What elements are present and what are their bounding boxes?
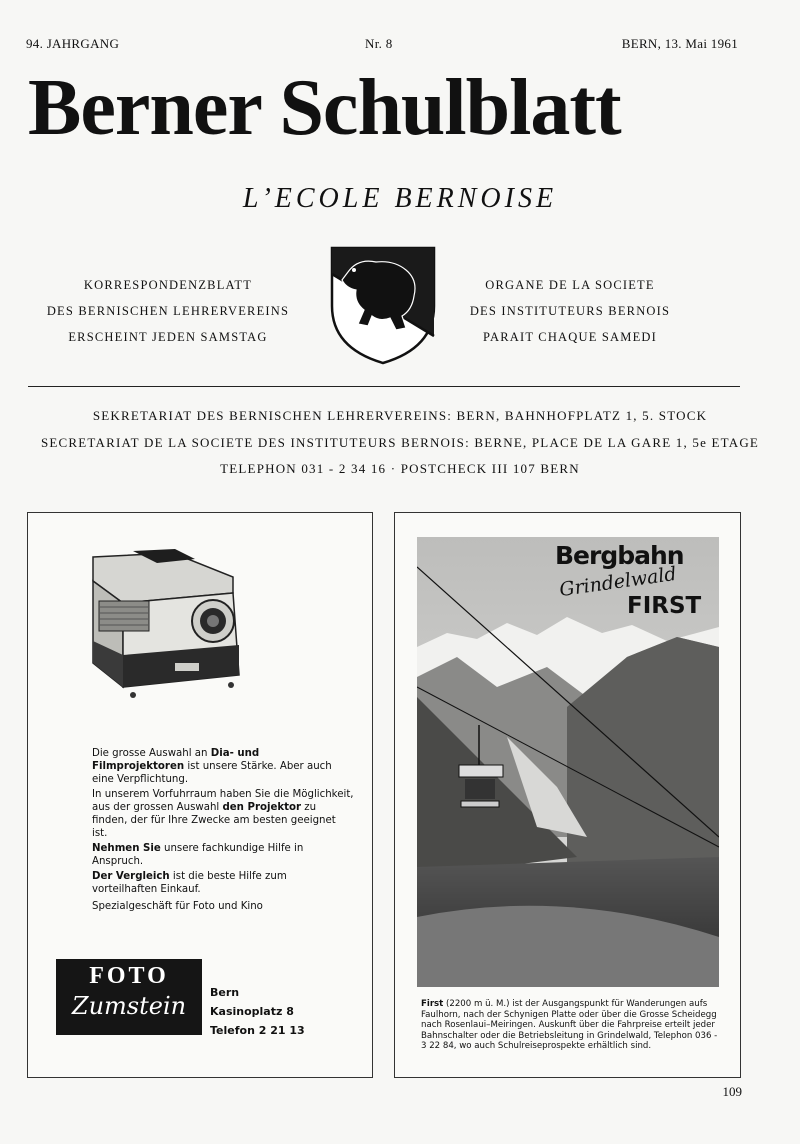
slide-projector-image: [63, 537, 263, 727]
secretariat-french: SECRETARIAT DE LA SOCIETE DES INSTITUTEURS BERNOIS: BERNE, PLACE DE LA GARE 1, 5e ETAGE: [40, 435, 760, 450]
left-line-1: KORRESPONDENZBLATT: [83, 278, 253, 292]
issue-number: Nr. 8: [365, 36, 393, 51]
ad-paragraph-1: Die grosse Auswahl an Dia- und Filmprojektoren ist unsere Stärke. Aber auch eine Verpflichtung.: [92, 748, 332, 785]
advertisement-copy: [92, 747, 354, 915]
header-divider: [28, 386, 740, 387]
foto-zumstein-advertisement: [27, 512, 373, 1078]
left-line-2: DES BERNISCHEN LEHRERVEREINS: [46, 304, 290, 318]
shop-city: Bern: [210, 986, 240, 999]
masthead-subtitle: L’ECOLE BERNOISE: [242, 183, 558, 214]
right-line-2: DES INSTITUTEURS BERNOIS: [469, 304, 671, 318]
poster-script-text: Grindelwald: [558, 562, 678, 602]
issue-volume: 94. JAHRGANG: [26, 36, 120, 51]
bergbahn-first-advertisement: [394, 512, 741, 1078]
shop-street: Kasinoplatz 8: [210, 1005, 294, 1018]
logo-foto-text: FOTO: [89, 963, 169, 989]
foto-zumstein-logo: [56, 959, 202, 1035]
page-number: 109: [722, 1084, 742, 1099]
masthead-title: Berner Schulblatt: [28, 64, 621, 152]
poster-first-text: FIRST: [627, 593, 702, 619]
left-line-3: ERSCHEINT JEDEN SAMSTAG: [68, 330, 268, 344]
german-description: [18, 272, 318, 350]
poster-title: Bergbahn: [555, 541, 684, 570]
right-line-3: PARAIT CHAQUE SAMEDI: [482, 330, 658, 344]
ad-paragraph-4: Der Vergleich ist die beste Hilfe zum vorteilhaften Einkauf.: [92, 871, 287, 895]
issue-date: BERN, 13. Mai 1961: [621, 36, 738, 51]
secretariat-contact: TELEPHON 031 - 2 34 16 · POSTCHECK III 107 BERN: [220, 461, 580, 476]
right-line-1: ORGANE DE LA SOCIETE: [485, 278, 655, 292]
ad-paragraph-5: Spezialgeschäft für Foto und Kino: [92, 901, 263, 912]
poster-caption: First (2200 m ü. M.) ist der Ausgangspunkt für Wanderungen aufs Faulhorn, nach der Schynigen Platte oder über die Grosse Scheidegg nach Rosenlaui–Meiringen. Auskunft über die Fahrpreise erteilt jeder Bahnschalter oder die Betriebsleitung in Grindelwald, Telephon 036 - 3 22 84, wo auch Schulreiseprospekte erhältlich sind.: [421, 999, 718, 1052]
ad-paragraph-2: In unserem Vorfuhrraum haben Sie die Möglichkeit, aus der grossen Auswahl den Projektor zu finden, der für Ihre Zwecke am besten geeignet ist.: [92, 789, 354, 839]
ad-paragraph-3: Nehmen Sie unsere fachkundige Hilfe in Anspruch.: [92, 843, 304, 867]
secretariat-german: SEKRETARIAT DES BERNISCHEN LEHRERVEREINS: BERN, BAHNHOFPLATZ 1, 5. STOCK: [92, 408, 708, 423]
french-description: [420, 272, 720, 350]
logo-zumstein-text: Zumstein: [71, 992, 187, 1020]
shop-address: [210, 983, 305, 1040]
shop-phone: Telefon 2 21 13: [210, 1024, 305, 1037]
